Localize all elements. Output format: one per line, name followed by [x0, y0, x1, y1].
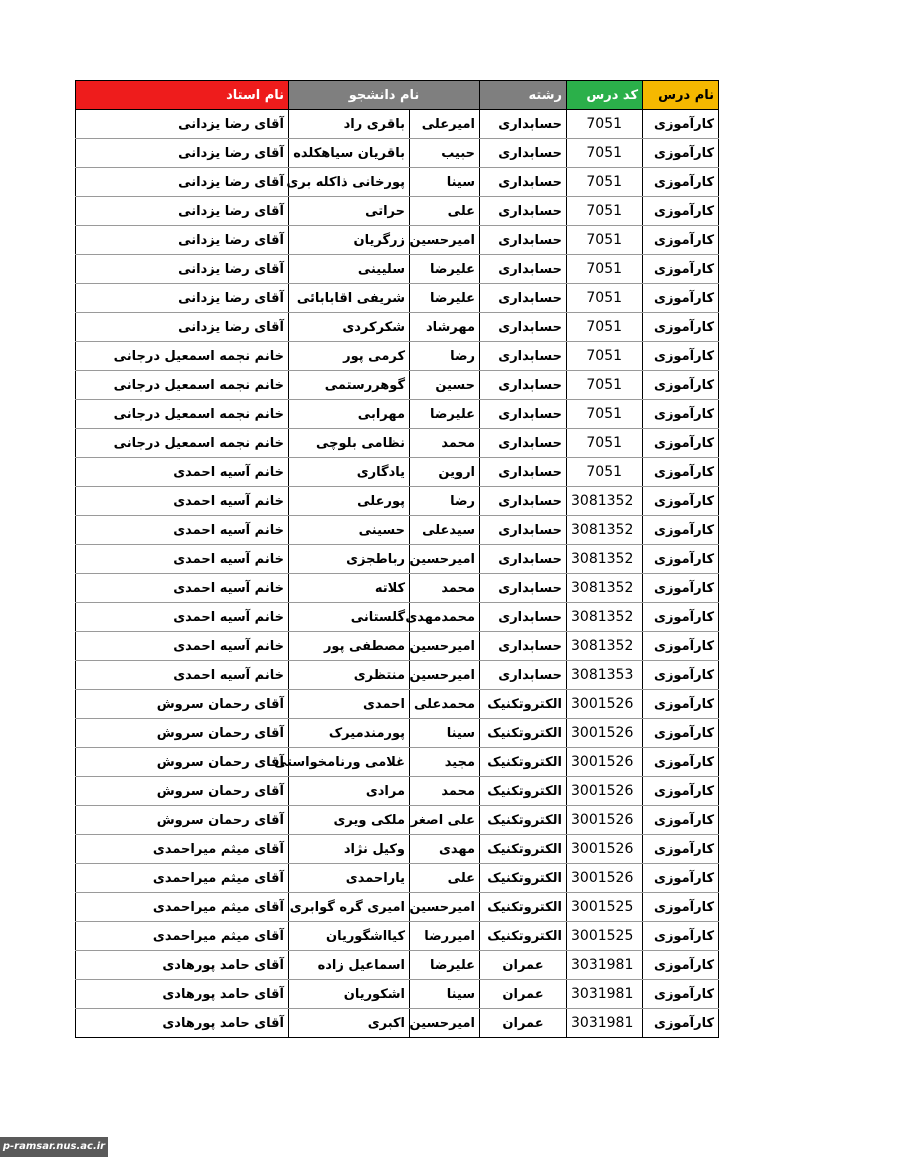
professor-cell: آقای رحمان سروش: [76, 719, 289, 748]
professor-cell: آقای رضا یزدانی: [76, 139, 289, 168]
major-cell: حسابداری: [480, 197, 567, 226]
header-code: کد درس: [567, 81, 643, 110]
code-cell: 3081352: [567, 487, 643, 516]
code-cell: 3001525: [567, 893, 643, 922]
code-cell: 3031981: [567, 980, 643, 1009]
table-row: [76, 255, 719, 284]
professor-cell: خانم آسیه احمدی: [76, 574, 289, 603]
major-cell: حسابداری: [480, 487, 567, 516]
table-row: [76, 893, 719, 922]
course-cell: کارآموزی: [643, 371, 719, 400]
code-cell: 3001525: [567, 922, 643, 951]
major-cell: حسابداری: [480, 545, 567, 574]
professor-cell: آقای حامد پورهادی: [76, 1009, 289, 1038]
table-row: [76, 574, 719, 603]
code-cell: 7051: [567, 255, 643, 284]
professor-cell: خانم آسیه احمدی: [76, 458, 289, 487]
major-cell: حسابداری: [480, 371, 567, 400]
major-cell: الکتروتکنیک: [480, 893, 567, 922]
course-cell: کارآموزی: [643, 255, 719, 284]
last-name-cell: زرگریان: [289, 226, 410, 255]
code-cell: 7051: [567, 110, 643, 139]
code-cell: 7051: [567, 400, 643, 429]
major-cell: الکتروتکنیک: [480, 864, 567, 893]
last-name-cell: مصطفی پور: [289, 632, 410, 661]
first-name-cell: امیرحسین: [410, 893, 480, 922]
table-row: [76, 806, 719, 835]
table-row: [76, 980, 719, 1009]
code-cell: 7051: [567, 197, 643, 226]
last-name-cell: یادگاری: [289, 458, 410, 487]
course-cell: کارآموزی: [643, 661, 719, 690]
header-course: نام درس: [643, 81, 719, 110]
major-cell: حسابداری: [480, 139, 567, 168]
course-cell: کارآموزی: [643, 806, 719, 835]
professor-cell: آقای رضا یزدانی: [76, 255, 289, 284]
course-cell: کارآموزی: [643, 342, 719, 371]
code-cell: 3001526: [567, 690, 643, 719]
header-professor: نام استاد: [76, 81, 289, 110]
code-cell: 3081352: [567, 516, 643, 545]
first-name-cell: امیرحسین: [410, 226, 480, 255]
course-cell: کارآموزی: [643, 922, 719, 951]
major-cell: حسابداری: [480, 342, 567, 371]
table-row: [76, 777, 719, 806]
table-row: [76, 458, 719, 487]
major-cell: حسابداری: [480, 400, 567, 429]
major-cell: حسابداری: [480, 255, 567, 284]
professor-cell: خانم آسیه احمدی: [76, 516, 289, 545]
last-name-cell: امیری گره گوابری: [289, 893, 410, 922]
professor-cell: خانم آسیه احمدی: [76, 487, 289, 516]
first-name-cell: امیرحسین: [410, 1009, 480, 1038]
major-cell: حسابداری: [480, 603, 567, 632]
code-cell: 7051: [567, 429, 643, 458]
code-cell: 7051: [567, 168, 643, 197]
code-cell: 3081352: [567, 545, 643, 574]
last-name-cell: پورخانی ذاکله بری: [289, 168, 410, 197]
last-name-cell: اشکوریان: [289, 980, 410, 1009]
table-row: [76, 1009, 719, 1038]
table-row: [76, 719, 719, 748]
major-cell: حسابداری: [480, 458, 567, 487]
table-row: [76, 951, 719, 980]
code-cell: 7051: [567, 284, 643, 313]
table-row: [76, 342, 719, 371]
first-name-cell: سینا: [410, 168, 480, 197]
professor-cell: خانم آسیه احمدی: [76, 603, 289, 632]
code-cell: 3001526: [567, 835, 643, 864]
course-cell: کارآموزی: [643, 313, 719, 342]
table-row: [76, 864, 719, 893]
first-name-cell: اروین: [410, 458, 480, 487]
last-name-cell: باقری راد: [289, 110, 410, 139]
last-name-cell: پورمندمیرک: [289, 719, 410, 748]
first-name-cell: مهرشاد: [410, 313, 480, 342]
code-cell: 7051: [567, 313, 643, 342]
course-cell: کارآموزی: [643, 893, 719, 922]
professor-cell: آقای رحمان سروش: [76, 777, 289, 806]
table-row: [76, 748, 719, 777]
code-cell: 7051: [567, 458, 643, 487]
students-table: [75, 80, 719, 1038]
course-cell: کارآموزی: [643, 603, 719, 632]
professor-cell: خانم آسیه احمدی: [76, 661, 289, 690]
first-name-cell: علیرضا: [410, 284, 480, 313]
first-name-cell: محمدعلی: [410, 690, 480, 719]
first-name-cell: محمد: [410, 429, 480, 458]
code-cell: 3031981: [567, 951, 643, 980]
course-cell: کارآموزی: [643, 516, 719, 545]
professor-cell: خانم آسیه احمدی: [76, 545, 289, 574]
first-name-cell: امیرحسین: [410, 545, 480, 574]
first-name-cell: محمد: [410, 777, 480, 806]
course-cell: کارآموزی: [643, 777, 719, 806]
table-row: [76, 284, 719, 313]
code-cell: 3001526: [567, 806, 643, 835]
code-cell: 7051: [567, 342, 643, 371]
code-cell: 3001526: [567, 864, 643, 893]
last-name-cell: شریفی اقابابائی: [289, 284, 410, 313]
professor-cell: آقای رضا یزدانی: [76, 168, 289, 197]
major-cell: الکتروتکنیک: [480, 690, 567, 719]
site-watermark: p-ramsar.nus.ac.ir: [0, 1137, 108, 1157]
professor-cell: آقای میثم میراحمدی: [76, 922, 289, 951]
table-body: [76, 110, 719, 1038]
professor-cell: خانم نجمه اسمعیل درجانی: [76, 342, 289, 371]
course-cell: کارآموزی: [643, 951, 719, 980]
major-cell: حسابداری: [480, 632, 567, 661]
last-name-cell: مهرابی: [289, 400, 410, 429]
major-cell: الکتروتکنیک: [480, 719, 567, 748]
course-cell: کارآموزی: [643, 690, 719, 719]
last-name-cell: غلامی ورنامخواستی: [289, 748, 410, 777]
code-cell: 7051: [567, 371, 643, 400]
first-name-cell: رضا: [410, 487, 480, 516]
table-row: [76, 922, 719, 951]
major-cell: عمران: [480, 951, 567, 980]
major-cell: الکتروتکنیک: [480, 806, 567, 835]
table-row: [76, 226, 719, 255]
major-cell: حسابداری: [480, 516, 567, 545]
code-cell: 7051: [567, 226, 643, 255]
table-row: [76, 545, 719, 574]
first-name-cell: علی: [410, 864, 480, 893]
major-cell: الکتروتکنیک: [480, 835, 567, 864]
first-name-cell: سیدعلی: [410, 516, 480, 545]
course-cell: کارآموزی: [643, 400, 719, 429]
last-name-cell: کرمی پور: [289, 342, 410, 371]
table-row: [76, 632, 719, 661]
last-name-cell: گلستانی: [289, 603, 410, 632]
last-name-cell: پورعلی: [289, 487, 410, 516]
last-name-cell: مرادی: [289, 777, 410, 806]
last-name-cell: منتظری: [289, 661, 410, 690]
professor-cell: آقای میثم میراحمدی: [76, 835, 289, 864]
code-cell: 3081352: [567, 574, 643, 603]
professor-cell: خانم نجمه اسمعیل درجانی: [76, 429, 289, 458]
major-cell: عمران: [480, 1009, 567, 1038]
course-cell: کارآموزی: [643, 574, 719, 603]
major-cell: الکتروتکنیک: [480, 777, 567, 806]
course-cell: کارآموزی: [643, 429, 719, 458]
last-name-cell: احمدی: [289, 690, 410, 719]
course-cell: کارآموزی: [643, 487, 719, 516]
code-cell: 3081353: [567, 661, 643, 690]
major-cell: حسابداری: [480, 429, 567, 458]
first-name-cell: حسین: [410, 371, 480, 400]
code-cell: 3001526: [567, 719, 643, 748]
course-cell: کارآموزی: [643, 197, 719, 226]
professor-cell: آقای رضا یزدانی: [76, 197, 289, 226]
table-row: [76, 429, 719, 458]
table-row: [76, 661, 719, 690]
table-row: [76, 139, 719, 168]
first-name-cell: حبیب: [410, 139, 480, 168]
table-row: [76, 603, 719, 632]
course-cell: کارآموزی: [643, 719, 719, 748]
table-row: [76, 371, 719, 400]
table-row: [76, 110, 719, 139]
last-name-cell: گوهررستمی: [289, 371, 410, 400]
major-cell: الکتروتکنیک: [480, 922, 567, 951]
last-name-cell: یاراحمدی: [289, 864, 410, 893]
last-name-cell: وکیل نژاد: [289, 835, 410, 864]
major-cell: عمران: [480, 980, 567, 1009]
professor-cell: آقای رضا یزدانی: [76, 284, 289, 313]
course-cell: کارآموزی: [643, 980, 719, 1009]
last-name-cell: باقریان سیاهکلده: [289, 139, 410, 168]
first-name-cell: علی اصغر: [410, 806, 480, 835]
course-cell: کارآموزی: [643, 139, 719, 168]
last-name-cell: کیااشگوریان: [289, 922, 410, 951]
course-cell: کارآموزی: [643, 632, 719, 661]
last-name-cell: ملکی ویری: [289, 806, 410, 835]
last-name-cell: حسینی: [289, 516, 410, 545]
last-name-cell: رباطجزی: [289, 545, 410, 574]
major-cell: حسابداری: [480, 661, 567, 690]
first-name-cell: رضا: [410, 342, 480, 371]
code-cell: 7051: [567, 139, 643, 168]
table-row: [76, 197, 719, 226]
table-row: [76, 516, 719, 545]
last-name-cell: نظامی بلوچی: [289, 429, 410, 458]
first-name-cell: مجید: [410, 748, 480, 777]
first-name-cell: علی: [410, 197, 480, 226]
table-row: [76, 835, 719, 864]
professor-cell: آقای رضا یزدانی: [76, 110, 289, 139]
header-student: نام دانشجو: [289, 81, 480, 110]
last-name-cell: شکرکردی: [289, 313, 410, 342]
first-name-cell: سینا: [410, 719, 480, 748]
code-cell: 3081352: [567, 632, 643, 661]
first-name-cell: امیررضا: [410, 922, 480, 951]
last-name-cell: اسماعیل زاده: [289, 951, 410, 980]
first-name-cell: محمد: [410, 574, 480, 603]
table-row: [76, 690, 719, 719]
code-cell: 3001526: [567, 748, 643, 777]
course-cell: کارآموزی: [643, 748, 719, 777]
table-row: [76, 313, 719, 342]
first-name-cell: مهدی: [410, 835, 480, 864]
major-cell: حسابداری: [480, 574, 567, 603]
last-name-cell: سلیینی: [289, 255, 410, 284]
header-major: رشته: [480, 81, 567, 110]
course-cell: کارآموزی: [643, 835, 719, 864]
first-name-cell: محمدمهدی: [410, 603, 480, 632]
professor-cell: آقای رضا یزدانی: [76, 313, 289, 342]
major-cell: حسابداری: [480, 110, 567, 139]
course-cell: کارآموزی: [643, 1009, 719, 1038]
professor-cell: آقای میثم میراحمدی: [76, 893, 289, 922]
table-header-row: [76, 81, 719, 110]
professor-cell: آقای رحمان سروش: [76, 690, 289, 719]
table-row: [76, 168, 719, 197]
major-cell: حسابداری: [480, 168, 567, 197]
major-cell: حسابداری: [480, 313, 567, 342]
course-cell: کارآموزی: [643, 168, 719, 197]
table-row: [76, 400, 719, 429]
course-cell: کارآموزی: [643, 864, 719, 893]
course-cell: کارآموزی: [643, 284, 719, 313]
first-name-cell: علیرضا: [410, 951, 480, 980]
major-cell: حسابداری: [480, 226, 567, 255]
code-cell: 3031981: [567, 1009, 643, 1038]
professor-cell: خانم آسیه احمدی: [76, 632, 289, 661]
first-name-cell: امیرحسین: [410, 661, 480, 690]
professor-cell: آقای حامد پورهادی: [76, 951, 289, 980]
professor-cell: آقای رحمان سروش: [76, 806, 289, 835]
first-name-cell: علیرضا: [410, 400, 480, 429]
professor-cell: آقای رضا یزدانی: [76, 226, 289, 255]
last-name-cell: کلاته: [289, 574, 410, 603]
course-cell: کارآموزی: [643, 545, 719, 574]
last-name-cell: حراتی: [289, 197, 410, 226]
professor-cell: آقای رحمان سروش: [76, 748, 289, 777]
course-cell: کارآموزی: [643, 110, 719, 139]
professor-cell: خانم نجمه اسمعیل درجانی: [76, 371, 289, 400]
last-name-cell: اکبری: [289, 1009, 410, 1038]
first-name-cell: علیرضا: [410, 255, 480, 284]
code-cell: 3081352: [567, 603, 643, 632]
professor-cell: خانم نجمه اسمعیل درجانی: [76, 400, 289, 429]
course-cell: کارآموزی: [643, 458, 719, 487]
first-name-cell: امیرعلی: [410, 110, 480, 139]
course-cell: کارآموزی: [643, 226, 719, 255]
major-cell: الکتروتکنیک: [480, 748, 567, 777]
major-cell: حسابداری: [480, 284, 567, 313]
professor-cell: آقای حامد پورهادی: [76, 980, 289, 1009]
first-name-cell: امیرحسین: [410, 632, 480, 661]
first-name-cell: سینا: [410, 980, 480, 1009]
professor-cell: آقای میثم میراحمدی: [76, 864, 289, 893]
table-row: [76, 487, 719, 516]
code-cell: 3001526: [567, 777, 643, 806]
